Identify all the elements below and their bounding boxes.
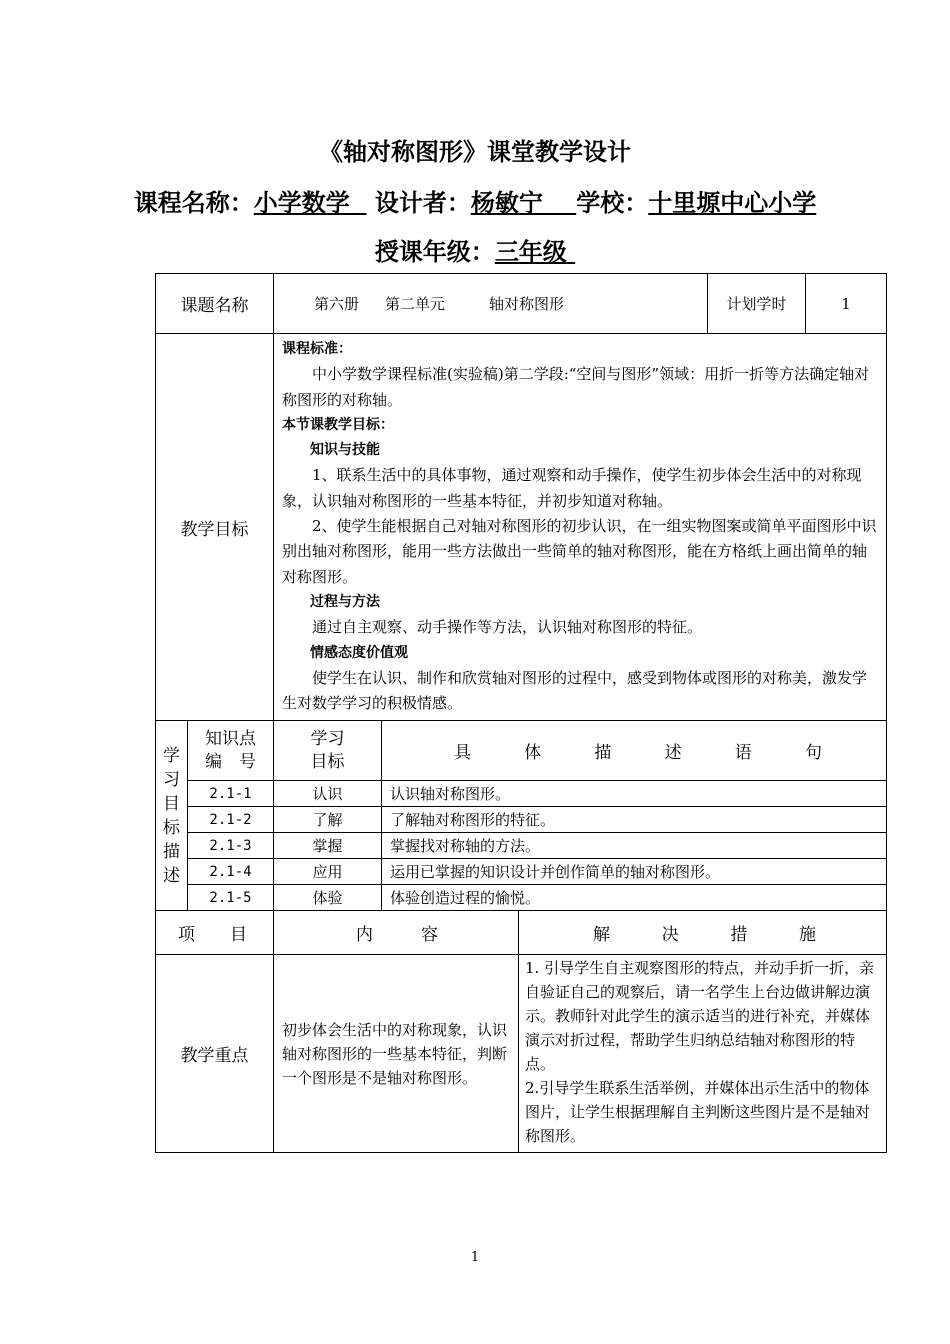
topic-value <box>274 274 708 334</box>
key-point-label: 教学重点 <box>156 955 274 1153</box>
knowledge-heading: 知识与技能 <box>310 442 380 459</box>
goal-description: 体验创造过程的愉悦。 <box>382 885 887 911</box>
measures-header: 解 决 措 施 <box>519 911 887 955</box>
topic-unit: 第二单元 <box>385 295 446 313</box>
description-header: 具 体 描 述 语 句 <box>382 721 887 781</box>
grade-value: 三年级 <box>494 238 567 266</box>
course-label: 课程名称： <box>133 189 254 217</box>
key-point-row <box>156 955 887 1153</box>
item-header: 项 目 <box>156 911 274 955</box>
learning-goal-header: 学习 目标 <box>274 721 382 781</box>
learning-goal: 认识 <box>274 781 382 807</box>
goal-description: 了解轴对称图形的特征。 <box>382 807 887 833</box>
learning-goal: 掌握 <box>274 833 382 859</box>
grade-line <box>0 232 950 267</box>
table-row <box>156 859 887 885</box>
table-row <box>156 885 887 911</box>
plan-header-row <box>156 911 887 955</box>
topic-name: 轴对称图形 <box>489 295 565 313</box>
table-row <box>156 833 887 859</box>
knowledge-code: 2.1-1 <box>188 781 274 807</box>
emotion-heading: 情感态度价值观 <box>310 644 408 661</box>
key-point-measures <box>519 955 887 1153</box>
standard-text: 中小学数学课程标准(实验稿)第二学段:“空间与图形”领域：用折一折等方法确定轴对称图形的对称轴。 <box>282 365 870 409</box>
table-row <box>156 807 887 833</box>
knowledge-code: 2.1-3 <box>188 833 274 859</box>
knowledge-goal-2: 2、使学生能根据自己对轴对称图形的初步认识，在一组实物图案或简单平面图形中识别出轴对称图形，能用一些方法做出一些简单的轴对称图形，能在方格纸上画出简单的轴对称图形。 <box>282 517 877 586</box>
topic-book: 第六册 <box>314 295 360 313</box>
learning-goal: 体验 <box>274 885 382 911</box>
learning-goal: 应用 <box>274 859 382 885</box>
goal-description: 掌握找对称轴的方法。 <box>382 833 887 859</box>
course-info-line <box>0 183 950 218</box>
hours-label: 计划学时 <box>708 274 806 334</box>
learning-side-label: 学 习 目 标 描 述 <box>156 721 188 911</box>
content-header: 内 容 <box>274 911 519 955</box>
topic-label: 课题名称 <box>156 274 274 334</box>
course-value: 小学数学 <box>253 189 350 217</box>
goals-heading: 本节课教学目标： <box>282 416 394 433</box>
topic-row <box>156 274 887 334</box>
objectives-content <box>274 334 887 721</box>
measure-1: 1. 引导学生自主观察图形的特点，并动手折一折，亲自验证自己的观察后，请一名学生上台边做讲解边演示。教师针对此学生的演示适当的进行补充，并媒体演示对折过程，帮助学生归纳总结轴对称图形的特点。 <box>525 959 875 1074</box>
learning-goal: 了解 <box>274 807 382 833</box>
grade-label: 授课年级： <box>374 238 495 266</box>
lesson-plan-table <box>155 273 887 1153</box>
process-heading: 过程与方法 <box>310 593 380 610</box>
goal-description: 认识轴对称图形。 <box>382 781 887 807</box>
document-title: 《轴对称图形》课堂教学设计 <box>319 138 631 166</box>
knowledge-code: 2.1-4 <box>188 859 274 885</box>
knowledge-code: 2.1-2 <box>188 807 274 833</box>
key-point-content: 初步体会生活中的对称现象，认识轴对称图形的一些基本特征，判断一个图形是不是轴对称图形。 <box>274 955 519 1153</box>
designer-label: 设计者： <box>374 189 471 217</box>
knowledge-code: 2.1-5 <box>188 885 274 911</box>
learning-header-row <box>156 721 887 781</box>
school-value: 十里塬中心小学 <box>648 189 817 217</box>
school-label: 学校： <box>576 189 649 217</box>
process-text: 通过自主观察、动手操作等方法，认识轴对称图形的特征。 <box>312 618 703 637</box>
hours-value: 1 <box>806 274 887 334</box>
knowledge-code-header: 知识点 编 号 <box>188 721 274 781</box>
objectives-label: 教学目标 <box>156 334 274 721</box>
standard-heading: 课程标准： <box>282 341 352 357</box>
emotion-text: 使学生在认识、制作和欣赏轴对图形的过程中，感受到物体或图形的对称美，激发学生对数学学习的积极情感。 <box>282 668 868 713</box>
knowledge-goal-1: 1、联系生活中的具体事物，通过观察和动手操作，使学生初步体会生活中的对称现象，认识轴对称图形的一些基本特征，并初步知道对称轴。 <box>282 466 862 510</box>
measure-2: 2.引导学生联系生活举例，并媒体出示生活中的物体图片，让学生根据理解自主判断这些图片是不是轴对称图形。 <box>525 1079 871 1146</box>
table-row <box>156 781 887 807</box>
designer-value: 杨敏宁 <box>470 189 543 217</box>
objectives-row <box>156 334 887 721</box>
goal-description: 运用已掌握的知识设计并创作简单的轴对称图形。 <box>382 859 887 885</box>
page-number: 1 <box>470 1250 480 1265</box>
